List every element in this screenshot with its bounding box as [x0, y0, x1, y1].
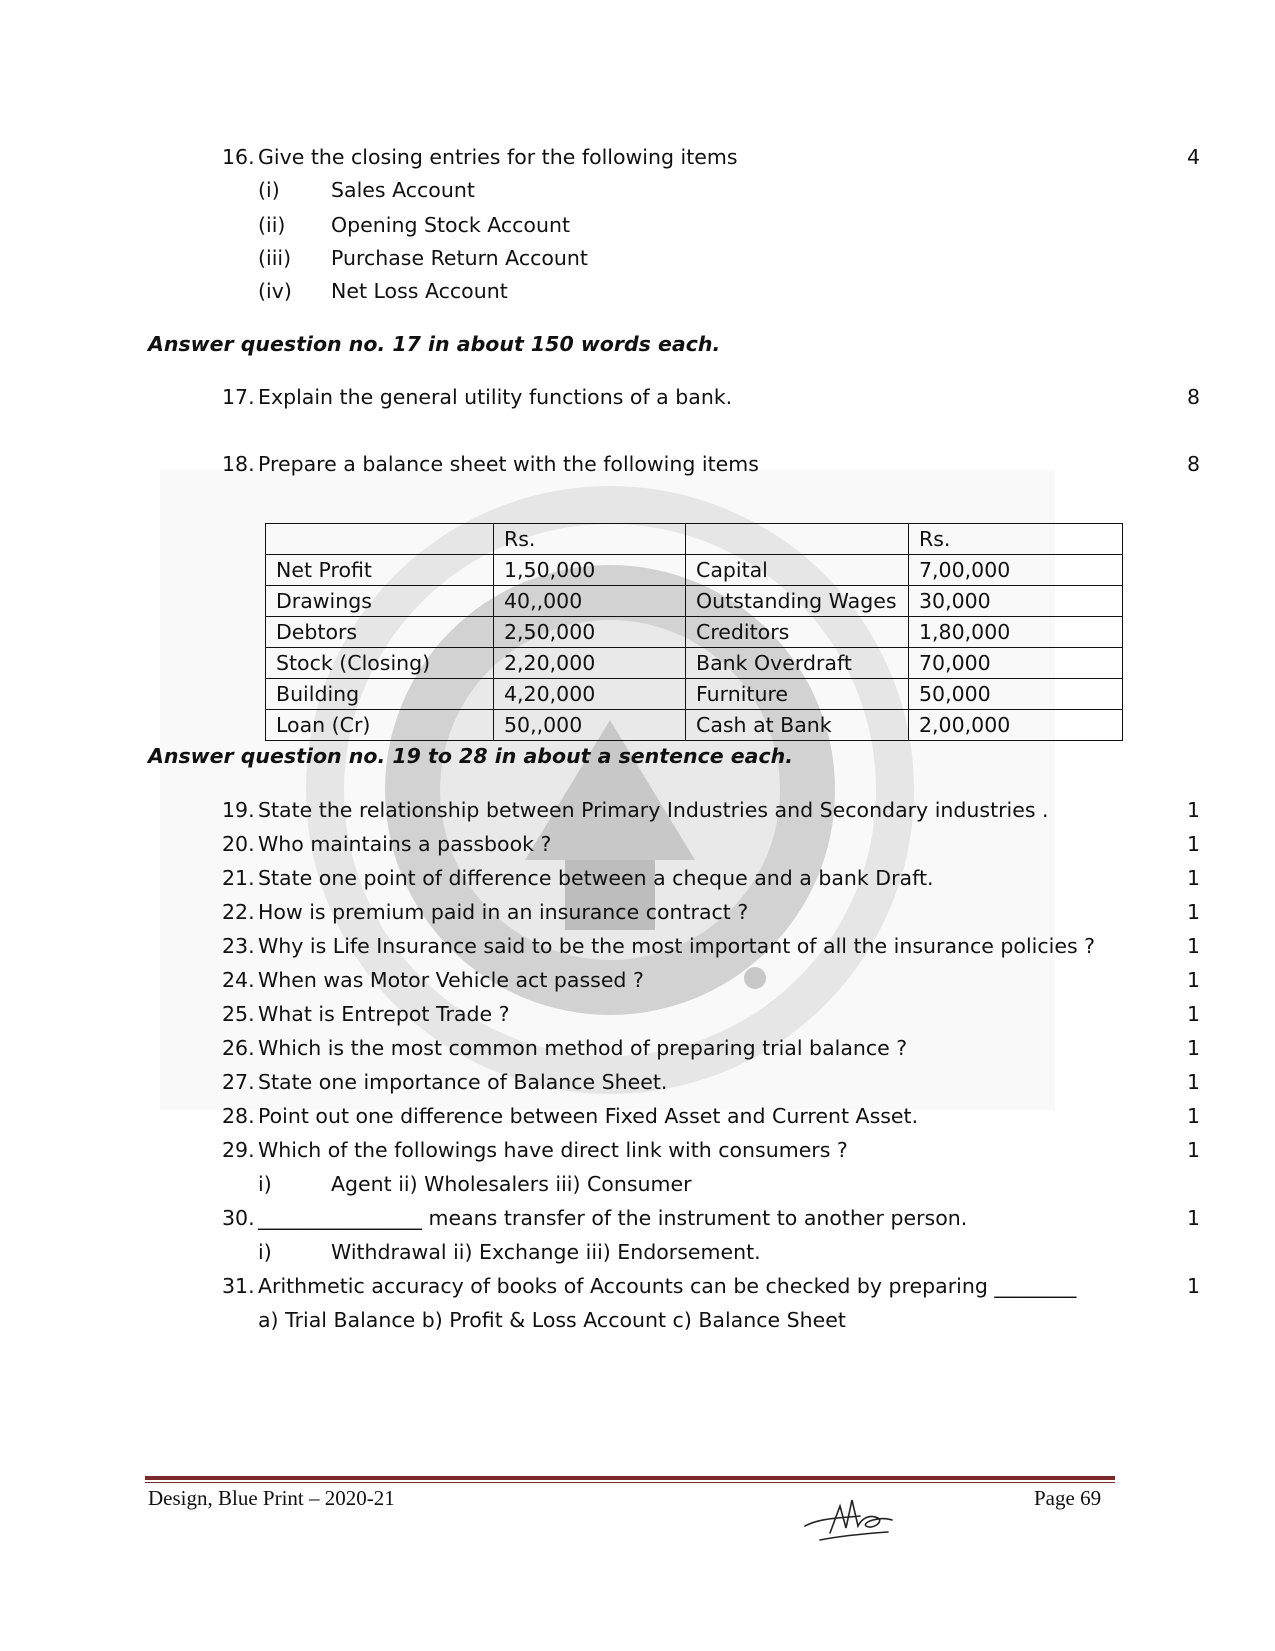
table-cell: 30,000	[909, 586, 1123, 617]
table-cell: Debtors	[266, 617, 494, 648]
table-row	[266, 648, 1123, 679]
balance-sheet-items-table	[265, 523, 1123, 741]
question-marks: 8	[1186, 385, 1200, 409]
question-text: How is premium paid in an insurance contract ?	[258, 900, 749, 924]
question-16	[222, 143, 738, 171]
question-marks: 1	[1186, 1070, 1200, 1094]
table-cell: 7,00,000	[909, 555, 1123, 586]
table-cell: Building	[266, 679, 494, 710]
question-17	[222, 383, 732, 411]
table-row	[266, 710, 1123, 741]
question-22	[222, 898, 748, 926]
table-cell: 50,,000	[494, 710, 686, 741]
question-24	[222, 966, 644, 994]
option-text: Withdrawal ii) Exchange iii) Endorsement.	[331, 1240, 761, 1264]
question-text: What is Entrepot Trade ?	[258, 1002, 510, 1026]
question-text: Explain the general utility functions of a bank.	[258, 385, 733, 409]
question-28	[222, 1102, 918, 1130]
section-heading: Answer question no. 19 to 28 in about a sentence each.	[148, 744, 794, 768]
question-number: 26.	[222, 1036, 255, 1060]
table-header-cell	[686, 524, 909, 555]
question-marks: 4	[1186, 145, 1200, 169]
item-roman: (ii)	[258, 213, 286, 237]
question-number: 23.	[222, 934, 255, 958]
table-cell: Creditors	[686, 617, 909, 648]
question-26	[222, 1034, 907, 1062]
question-number: 29.	[222, 1138, 255, 1162]
question-text: Who maintains a passbook ?	[258, 832, 552, 856]
footer-rule-thin	[145, 1482, 1115, 1483]
table-cell: Capital	[686, 555, 909, 586]
table-cell: Loan (Cr)	[266, 710, 494, 741]
question-marks: 8	[1186, 452, 1200, 476]
question-number: 24.	[222, 968, 255, 992]
table-cell: 2,20,000	[494, 648, 686, 679]
question-marks: 1	[1186, 798, 1200, 822]
table-cell: Furniture	[686, 679, 909, 710]
question-text: Point out one difference between Fixed Asset and Current Asset.	[258, 1104, 919, 1128]
question-marks: 1	[1186, 900, 1200, 924]
question-number: 21.	[222, 866, 255, 890]
item-text: Net Loss Account	[331, 279, 508, 303]
table-cell: 70,000	[909, 648, 1123, 679]
question-number: 30.	[222, 1206, 255, 1230]
table-cell: 2,00,000	[909, 710, 1123, 741]
table-cell: 4,20,000	[494, 679, 686, 710]
footer-title: Design, Blue Print – 2020-21	[148, 1486, 395, 1510]
question-text: Give the closing entries for the following items	[258, 145, 738, 169]
question-text: When was Motor Vehicle act passed ?	[258, 968, 644, 992]
table-cell: Outstanding Wages	[686, 586, 909, 617]
footer-rule	[145, 1476, 1115, 1480]
table-cell: 50,000	[909, 679, 1123, 710]
question-number: 28.	[222, 1104, 255, 1128]
item-roman: (iv)	[258, 279, 292, 303]
option-roman: i)	[258, 1240, 272, 1264]
table-cell: Drawings	[266, 586, 494, 617]
question-31-options	[258, 1306, 846, 1334]
question-25	[222, 1000, 509, 1028]
question-marks: 1	[1186, 1002, 1200, 1026]
question-text: ________________ means transfer of the instrument to another person.	[258, 1206, 968, 1230]
item-text: Purchase Return Account	[331, 246, 588, 270]
question-21	[222, 864, 934, 892]
table-cell: 1,80,000	[909, 617, 1123, 648]
question-text: State one importance of Balance Sheet.	[258, 1070, 668, 1094]
option-roman: i)	[258, 1172, 272, 1196]
table-row	[266, 679, 1123, 710]
table-cell: Cash at Bank	[686, 710, 909, 741]
table-cell: Bank Overdraft	[686, 648, 909, 679]
table-header-cell: Rs.	[909, 524, 1123, 555]
question-marks: 1	[1186, 1104, 1200, 1128]
question-number: 22.	[222, 900, 255, 924]
question-marks: 1	[1186, 1036, 1200, 1060]
table-cell: 1,50,000	[494, 555, 686, 586]
question-29	[222, 1136, 848, 1164]
question-text: State the relationship between Primary Industries and Secondary industries .	[258, 798, 1049, 822]
item-roman: (iii)	[258, 246, 292, 270]
question-marks: 1	[1186, 1274, 1200, 1298]
question-text: State one point of difference between a cheque and a bank Draft.	[258, 866, 934, 890]
question-number: 31.	[222, 1274, 255, 1298]
question-marks: 1	[1186, 1206, 1200, 1230]
table-row	[266, 617, 1123, 648]
item-roman: (i)	[258, 178, 280, 202]
table-cell: Stock (Closing)	[266, 648, 494, 679]
question-text: Arithmetic accuracy of books of Accounts can be checked by preparing ________	[258, 1274, 1077, 1298]
question-19	[222, 796, 1049, 824]
question-18	[222, 450, 759, 478]
table-header-cell: Rs.	[494, 524, 686, 555]
table-row	[266, 555, 1123, 586]
question-marks: 1	[1186, 832, 1200, 856]
option-text: a) Trial Balance b) Profit & Loss Account c) Balance Sheet	[258, 1308, 846, 1332]
table-cell: 2,50,000	[494, 617, 686, 648]
question-number: 16.	[222, 145, 255, 169]
question-text: Why is Life Insurance said to be the most important of all the insurance policies ?	[258, 934, 1096, 958]
option-text: Agent ii) Wholesalers iii) Consumer	[331, 1172, 692, 1196]
question-number: 20.	[222, 832, 255, 856]
question-number: 25.	[222, 1002, 255, 1026]
page-number: Page 69	[1034, 1486, 1102, 1510]
question-text: Prepare a balance sheet with the following items	[258, 452, 759, 476]
table-header-row	[266, 524, 1123, 555]
table-cell: Net Profit	[266, 555, 494, 586]
question-31	[222, 1272, 1076, 1300]
table-header-cell	[266, 524, 494, 555]
question-number: 18.	[222, 452, 255, 476]
table-row	[266, 586, 1123, 617]
item-text: Sales Account	[331, 178, 475, 202]
section-heading: Answer question no. 17 in about 150 words each.	[148, 332, 721, 356]
question-marks: 1	[1186, 1138, 1200, 1162]
question-text: Which is the most common method of preparing trial balance ?	[258, 1036, 908, 1060]
question-30	[222, 1204, 967, 1232]
signature-icon	[800, 1488, 900, 1543]
question-number: 17.	[222, 385, 255, 409]
question-marks: 1	[1186, 866, 1200, 890]
question-number: 19.	[222, 798, 255, 822]
question-23	[222, 932, 1095, 960]
question-marks: 1	[1186, 968, 1200, 992]
item-text: Opening Stock Account	[331, 213, 570, 237]
question-number: 27.	[222, 1070, 255, 1094]
table-cell: 40,,000	[494, 586, 686, 617]
question-27	[222, 1068, 667, 1096]
question-marks: 1	[1186, 934, 1200, 958]
question-20	[222, 830, 551, 858]
question-text: Which of the followings have direct link with consumers ?	[258, 1138, 848, 1162]
